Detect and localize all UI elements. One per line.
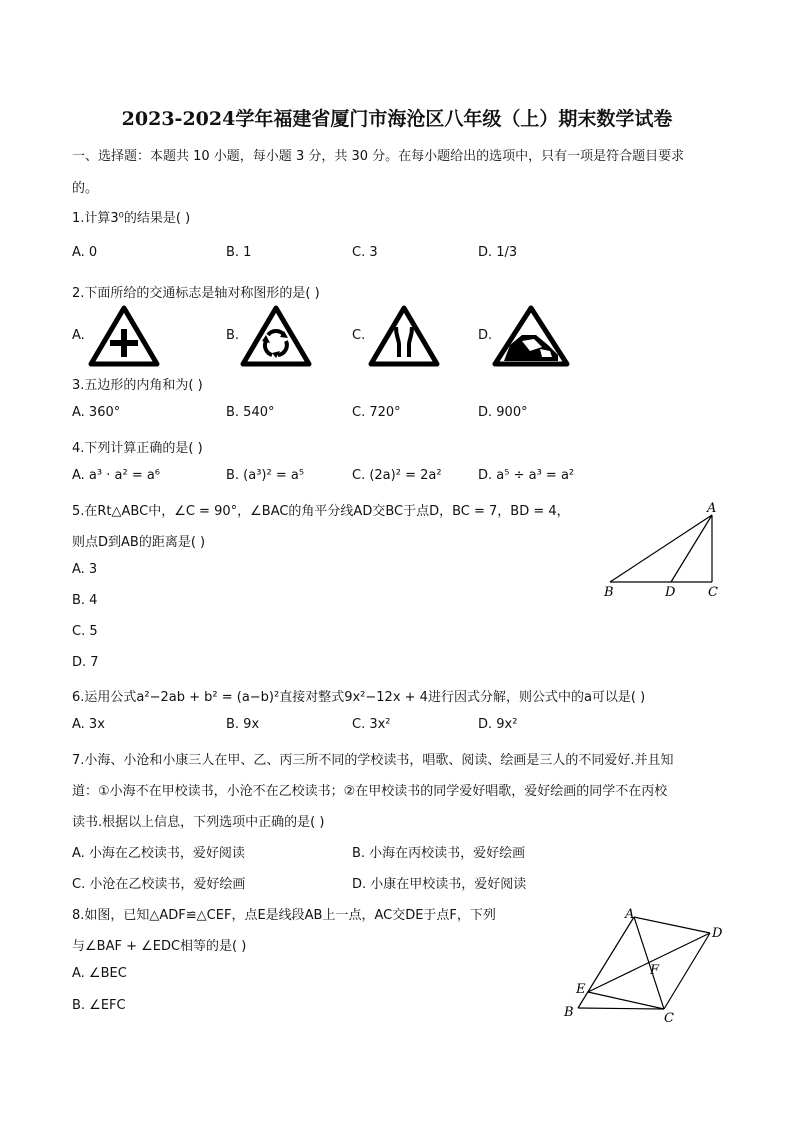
q5-triangle-figure bbox=[595, 498, 730, 603]
q2-stem: 2.下面所给的交通标志是轴对称图形的是( ) bbox=[72, 286, 320, 301]
q5-option-c: C. 5 bbox=[72, 624, 98, 639]
narrow-bridge-warning-sign-icon bbox=[368, 305, 440, 367]
q8-stem-line-2: 与∠BAF + ∠EDC相等的是( ) bbox=[72, 939, 247, 954]
q7-option-d: D. 小康在甲校读书，爱好阅读 bbox=[352, 877, 527, 892]
segment-ec bbox=[588, 992, 664, 1009]
segment-ab bbox=[610, 515, 712, 582]
q4-stem: 4.下列计算正确的是( ) bbox=[72, 441, 203, 456]
q2-option-b: B. bbox=[226, 328, 240, 343]
point-label-b: B bbox=[564, 1005, 574, 1020]
q6-option-b: B. 9x bbox=[226, 717, 260, 732]
point-label-c: C bbox=[708, 585, 718, 600]
crossroad-warning-sign-icon bbox=[88, 305, 160, 367]
q3-option-c: C. 720° bbox=[352, 405, 401, 420]
point-label-d: D bbox=[665, 585, 676, 600]
q4-option-c: C. (2a)² = 2a² bbox=[352, 468, 442, 483]
q1-option-d: D. 1/3 bbox=[478, 245, 518, 260]
roundabout-warning-sign-icon bbox=[240, 305, 312, 367]
q5-option-d: D. 7 bbox=[72, 655, 99, 670]
q2-option-c: C. bbox=[352, 328, 366, 343]
q5-option-b: B. 4 bbox=[72, 593, 98, 608]
q6-option-c: C. 3x² bbox=[352, 717, 391, 732]
q6-option-a: A. 3x bbox=[72, 717, 105, 732]
q7-option-a: A. 小海在乙校读书，爱好阅读 bbox=[72, 846, 245, 861]
section-instruction-line-2: 的。 bbox=[72, 181, 99, 196]
q1-option-a: A. 0 bbox=[72, 245, 98, 260]
point-label-a: A bbox=[625, 907, 635, 922]
point-label-b: B bbox=[604, 585, 614, 600]
q8-stem-line-1: 8.如图，已知△ADF≌△CEF，点E是线段AB上一点，AC交DE于点F，下列 bbox=[72, 908, 496, 923]
q7-option-b: B. 小海在丙校读书，爱好绘画 bbox=[352, 846, 526, 861]
q5-stem-line-2: 则点D到AB的距离是( ) bbox=[72, 535, 206, 550]
segment-ab bbox=[578, 917, 634, 1008]
q3-option-d: D. 900° bbox=[478, 405, 528, 420]
q1-option-c: C. 3 bbox=[352, 245, 378, 260]
falling-rocks-warning-sign-icon bbox=[492, 305, 570, 367]
q2-option-d: D. bbox=[478, 328, 493, 343]
segment-ad bbox=[634, 917, 710, 933]
point-label-f: F bbox=[650, 963, 660, 978]
q5-option-a: A. 3 bbox=[72, 562, 98, 577]
q3-option-a: A. 360° bbox=[72, 405, 121, 420]
q1-option-b: B. 1 bbox=[226, 245, 252, 260]
section-instruction-line-1: 一、选择题：本题共 10 小题，每小题 3 分，共 30 分。在每小题给出的选项中，只有一项是符合题目要求 bbox=[72, 149, 685, 164]
point-label-d: D bbox=[712, 926, 723, 941]
q7-stem-line-1: 7.小海、小沧和小康三人在甲、乙、丙三所不同的学校读书，唱歌、阅读、绘画是三人的不同爱好.并且知 bbox=[72, 753, 674, 768]
q4-option-b: B. (a³)² = a⁵ bbox=[226, 468, 305, 483]
q6-option-d: D. 9x² bbox=[478, 717, 518, 732]
q8-option-b: B. ∠EFC bbox=[72, 998, 126, 1013]
q5-stem-line-1: 5.在Rt△ABC中，∠C = 90°，∠BAC的角平分线AD交BC于点D，BC = 7，BD = 4， bbox=[72, 504, 570, 519]
q1-stem: 1.计算3⁰的结果是( ) bbox=[72, 211, 191, 226]
q8-quadrilateral-figure bbox=[560, 900, 730, 1025]
q4-option-d: D. a⁵ ÷ a³ = a² bbox=[478, 468, 575, 483]
q7-option-c: C. 小沧在乙校读书，爱好绘画 bbox=[72, 877, 246, 892]
point-label-c: C bbox=[664, 1011, 674, 1025]
segment-ad bbox=[671, 515, 712, 582]
segment-bc bbox=[578, 1008, 664, 1009]
q3-option-b: B. 540° bbox=[226, 405, 275, 420]
q6-stem: 6.运用公式a²−2ab + b² = (a−b)²直接对整式9x²−12x + 4进行因式分解，则公式中的a可以是( ) bbox=[72, 690, 646, 705]
q3-stem: 3.五边形的内角和为( ) bbox=[72, 378, 203, 393]
point-label-e: E bbox=[576, 982, 586, 997]
q2-option-a: A. bbox=[72, 328, 85, 343]
q4-option-a: A. a³ · a² = a⁶ bbox=[72, 468, 161, 483]
point-label-a: A bbox=[707, 501, 717, 516]
q7-stem-line-3: 读书.根据以上信息，下列选项中正确的是( ) bbox=[72, 815, 325, 830]
q7-stem-line-2: 道：①小海不在甲校读书，小沧不在乙校读书；②在甲校读书的同学爱好唱歌，爱好绘画的同学不在丙校 bbox=[72, 784, 668, 799]
q8-option-a: A. ∠BEC bbox=[72, 966, 127, 981]
page-title: 2023-2024学年福建省厦门市海沧区八年级（上）期末数学试卷 bbox=[121, 108, 673, 130]
